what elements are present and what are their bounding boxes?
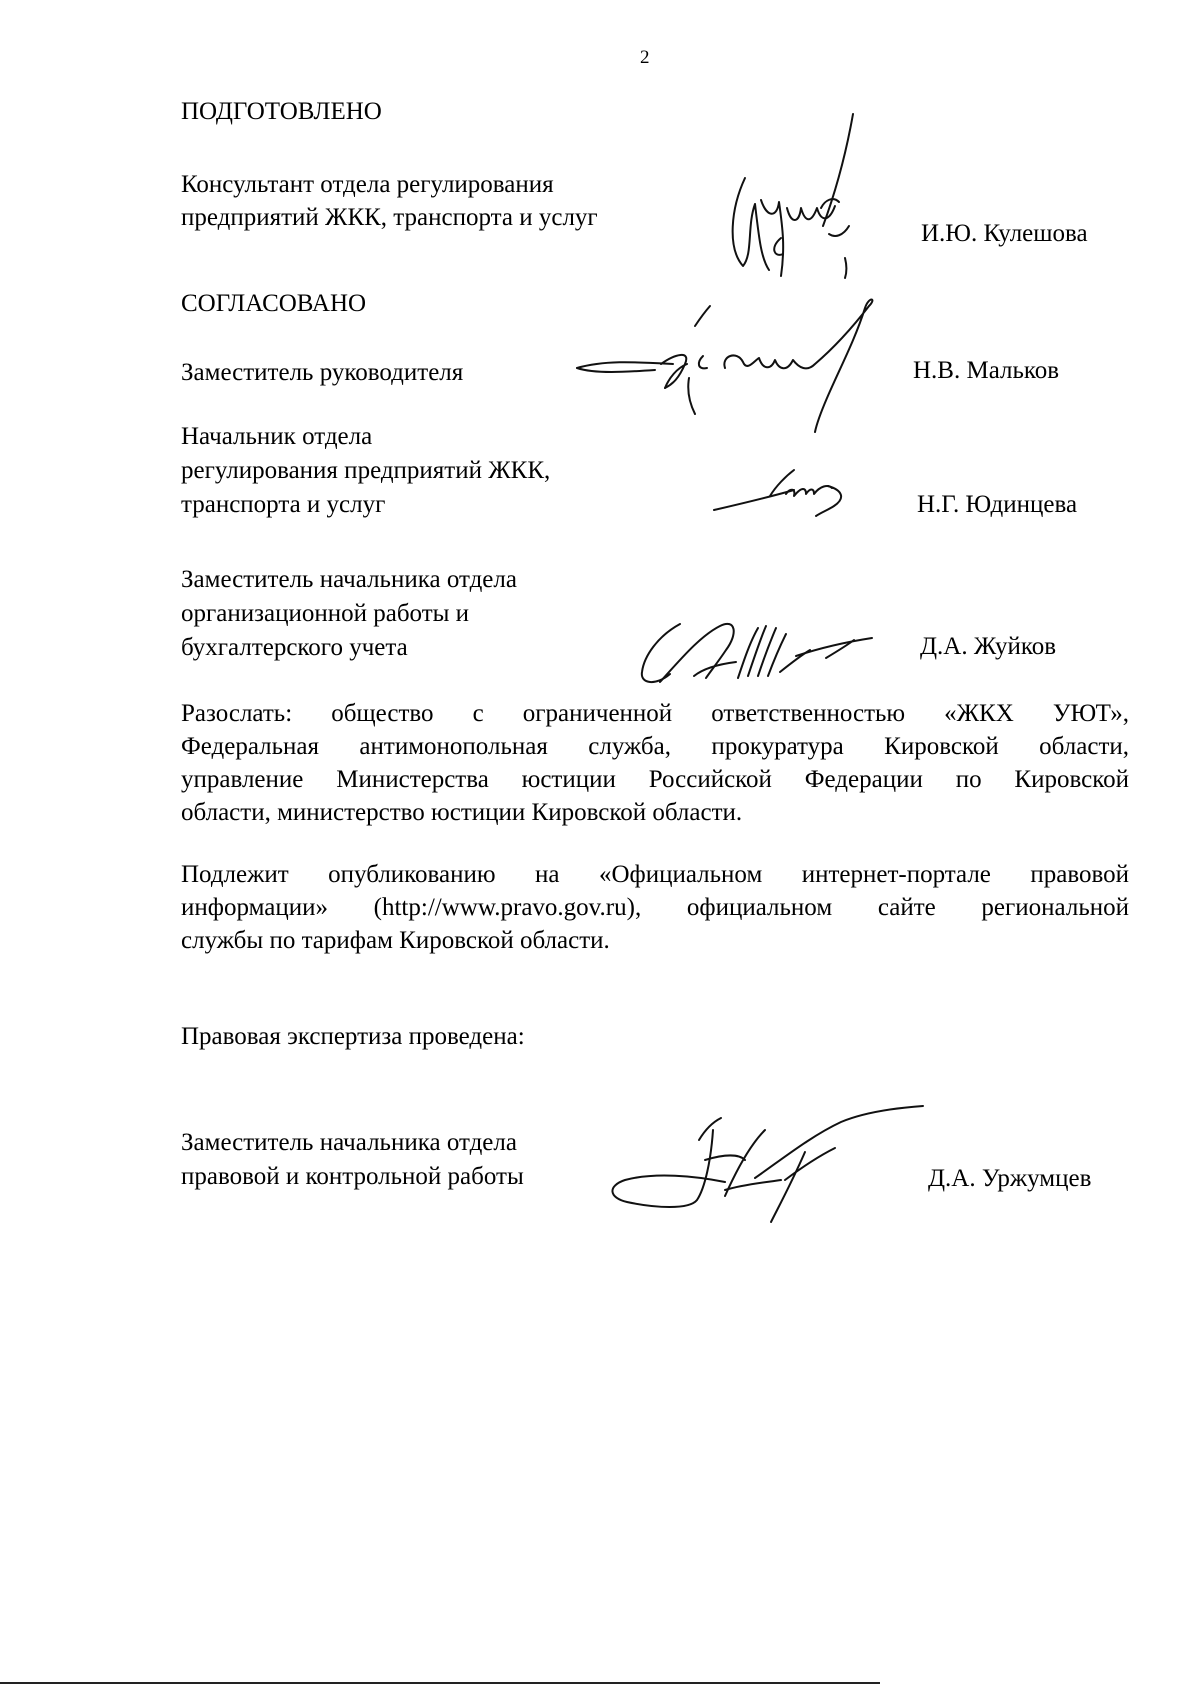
distribution-line: области, министерство юстиции Кировской области. bbox=[181, 799, 743, 826]
prepared-position-line: Консультант отдела регулирования bbox=[181, 171, 554, 198]
distribution-line: Разослать: общество с ограниченной ответственностью «ЖКХ УЮТ», bbox=[181, 700, 1129, 727]
agreed-heading: СОГЛАСОВАНО bbox=[181, 290, 367, 317]
signatory-position-line: транспорта и услуг bbox=[181, 491, 386, 518]
publication-line: Подлежит опубликованию на «Официальном интернет-портале правовой bbox=[181, 861, 1129, 888]
distribution-paragraph bbox=[181, 697, 1129, 829]
signature-urzhumtsev bbox=[605, 1100, 935, 1230]
publication-line: информации» (http://www.pravo.gov.ru), официальном сайте региональной bbox=[181, 894, 1129, 921]
distribution-line: управление Министерства юстиции Российской Федерации по Кировской bbox=[181, 766, 1129, 793]
legal-review-position-line: правовой и контрольной работы bbox=[181, 1163, 524, 1190]
distribution-line: Федеральная антимонопольная служба, прокуратура Кировской области, bbox=[181, 733, 1129, 760]
signature-yudintseva bbox=[710, 466, 860, 528]
signature-kuleshova bbox=[725, 108, 865, 283]
legal-review-signatory-name: Д.А. Уржумцев bbox=[928, 1165, 1092, 1192]
signatory-position-line: Заместитель руководителя bbox=[181, 359, 464, 386]
legal-review-position-line: Заместитель начальника отдела bbox=[181, 1129, 517, 1156]
signature-zhuykov bbox=[640, 612, 875, 687]
legal-review-heading: Правовая экспертиза проведена: bbox=[181, 1023, 525, 1050]
signature-malkov bbox=[565, 298, 920, 438]
signatory-name: Н.В. Мальков bbox=[913, 357, 1060, 384]
prepared-position-line: предприятий ЖКК, транспорта и услуг bbox=[181, 204, 598, 231]
signatory-position-line: Заместитель начальника отдела bbox=[181, 566, 517, 593]
signatory-name: Н.Г. Юдинцева bbox=[917, 491, 1078, 518]
signatory-position-line: бухгалтерского учета bbox=[181, 634, 408, 661]
signatory-position-line: Начальник отдела bbox=[181, 423, 373, 450]
signatory-position-line: регулирования предприятий ЖКК, bbox=[181, 457, 551, 484]
publication-paragraph bbox=[181, 858, 1129, 957]
prepared-heading: ПОДГОТОВЛЕНО bbox=[181, 98, 382, 125]
page-number: 2 bbox=[640, 47, 650, 68]
bottom-edge-line bbox=[0, 1682, 880, 1684]
prepared-signatory-name: И.Ю. Кулешова bbox=[921, 220, 1088, 247]
publication-line: службы по тарифам Кировской области. bbox=[181, 927, 610, 954]
signatory-position-line: организационной работы и bbox=[181, 600, 470, 627]
signatory-name: Д.А. Жуйков bbox=[920, 633, 1057, 660]
